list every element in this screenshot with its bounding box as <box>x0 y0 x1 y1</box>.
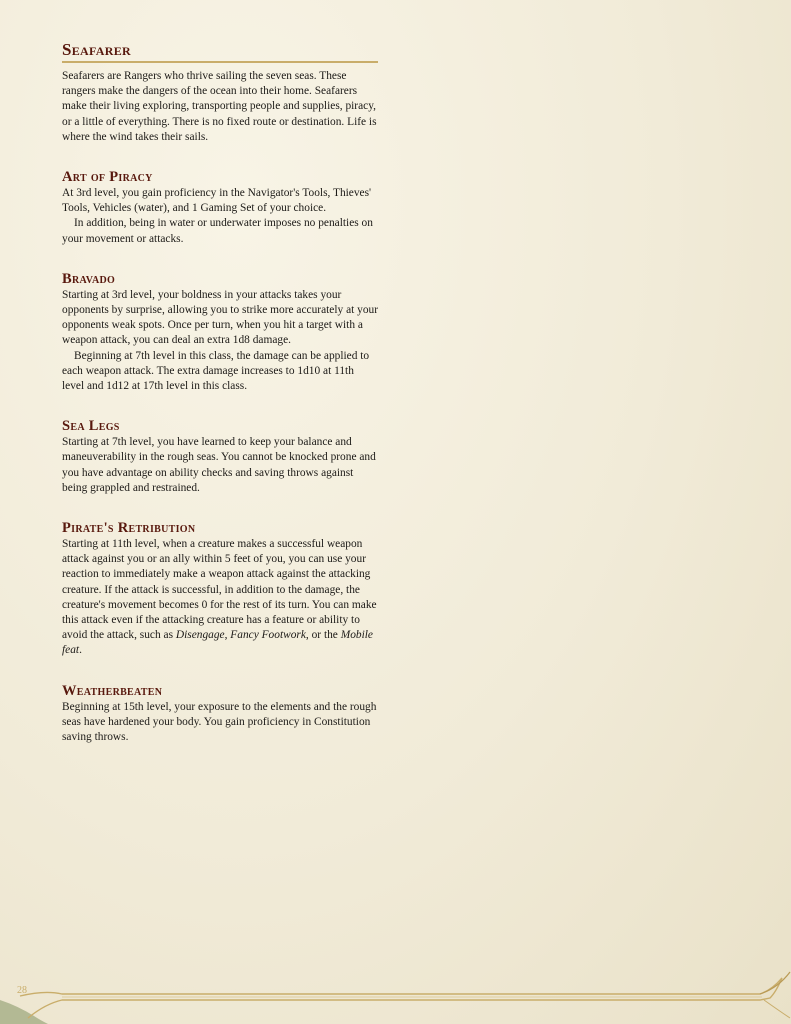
section-paragraph: In addition, being in water or underwater imposes no penalties on your movement or attacks. <box>62 217 373 245</box>
footer-rule <box>20 978 782 1018</box>
section-paragraph: Beginning at 15th level, your exposure to the elements and the rough seas have hardened your body. You gain proficiency in Constitution saving throws. <box>62 700 377 744</box>
page-number: 28 <box>17 985 27 996</box>
section-sea-legs <box>62 418 378 435</box>
page-title: Seafarer <box>62 40 378 63</box>
section-paragraph <box>62 537 378 659</box>
section-pirates-retribution <box>62 520 378 537</box>
italic-term-fancy-footwork: Fancy Footwork <box>230 629 306 642</box>
section-title: Weatherbeaten <box>62 682 163 699</box>
section-paragraph: Starting at 7th level, you have learned to keep your balance and maneuverability in the rough seas. You cannot be knocked prone and you have advantage on ability checks and saving throws against being grappled and restrained. <box>62 436 376 494</box>
section-paragraph: Beginning at 7th level in this class, the damage can be applied to each weapon attack. The extra damage increases to 1d10 at 11th level and 1d12 at 17th level in this class. <box>62 349 370 393</box>
separator: , or the <box>305 629 341 642</box>
section-paragraph: Starting at 3rd level, your boldness in your attacks takes your opponents by surprise, allowing you to strike more accurately at your opponents weak spots. Once per turn, when you hit a target with a weapon attack, you can deal an extra 1d8 damage. <box>62 288 379 347</box>
main-title-block <box>62 40 378 63</box>
section-title: Pirate's Retribution <box>62 520 196 537</box>
section-title: Bravado <box>62 270 116 287</box>
section-bravado <box>62 271 378 288</box>
section-weatherbeaten <box>62 683 378 700</box>
footer-corner-leaf <box>0 1000 48 1024</box>
separator: , <box>224 629 231 642</box>
section-title: Art of Piracy <box>62 169 153 186</box>
section-title: Sea Legs <box>62 418 120 435</box>
intro-paragraph: Seafarers are Rangers who thrive sailing the seven seas. These rangers make the dangers of the ocean into their home. Seafarers make their living exploring, transporting people and supplies, piracy, or a little of everything. There is no fixed route or destination. Life is where the wind takes their sails. <box>62 70 377 143</box>
footer-ornament <box>0 960 791 1024</box>
footer-scroll-tail <box>764 1000 790 1018</box>
italic-term-mobile-feat: Mobile feat <box>62 629 373 657</box>
section-paragraph: At 3rd level, you gain proficiency in the Navigator's Tools, Thieves' Tools, Vehicles (water), and 1 Gaming Set of your choice. <box>62 187 372 215</box>
paragraph-text: Starting at 11th level, when a creature makes a successful weapon attack against you or an ally within 5 feet of you, you can use your reaction to immediately make a weapon attack against the attacking creature. If the attack is successful, in addition to the damage, the creature's movement becomes 0 for the rest of its turn. You can make this attack even if the attacking creature has a feature or ability to avoid the attack, such as <box>62 538 377 642</box>
italic-term-disengage: Disengage <box>175 629 225 642</box>
text-column <box>62 40 378 745</box>
paragraph-end: . <box>79 644 82 657</box>
section-art-of-piracy <box>62 169 378 186</box>
